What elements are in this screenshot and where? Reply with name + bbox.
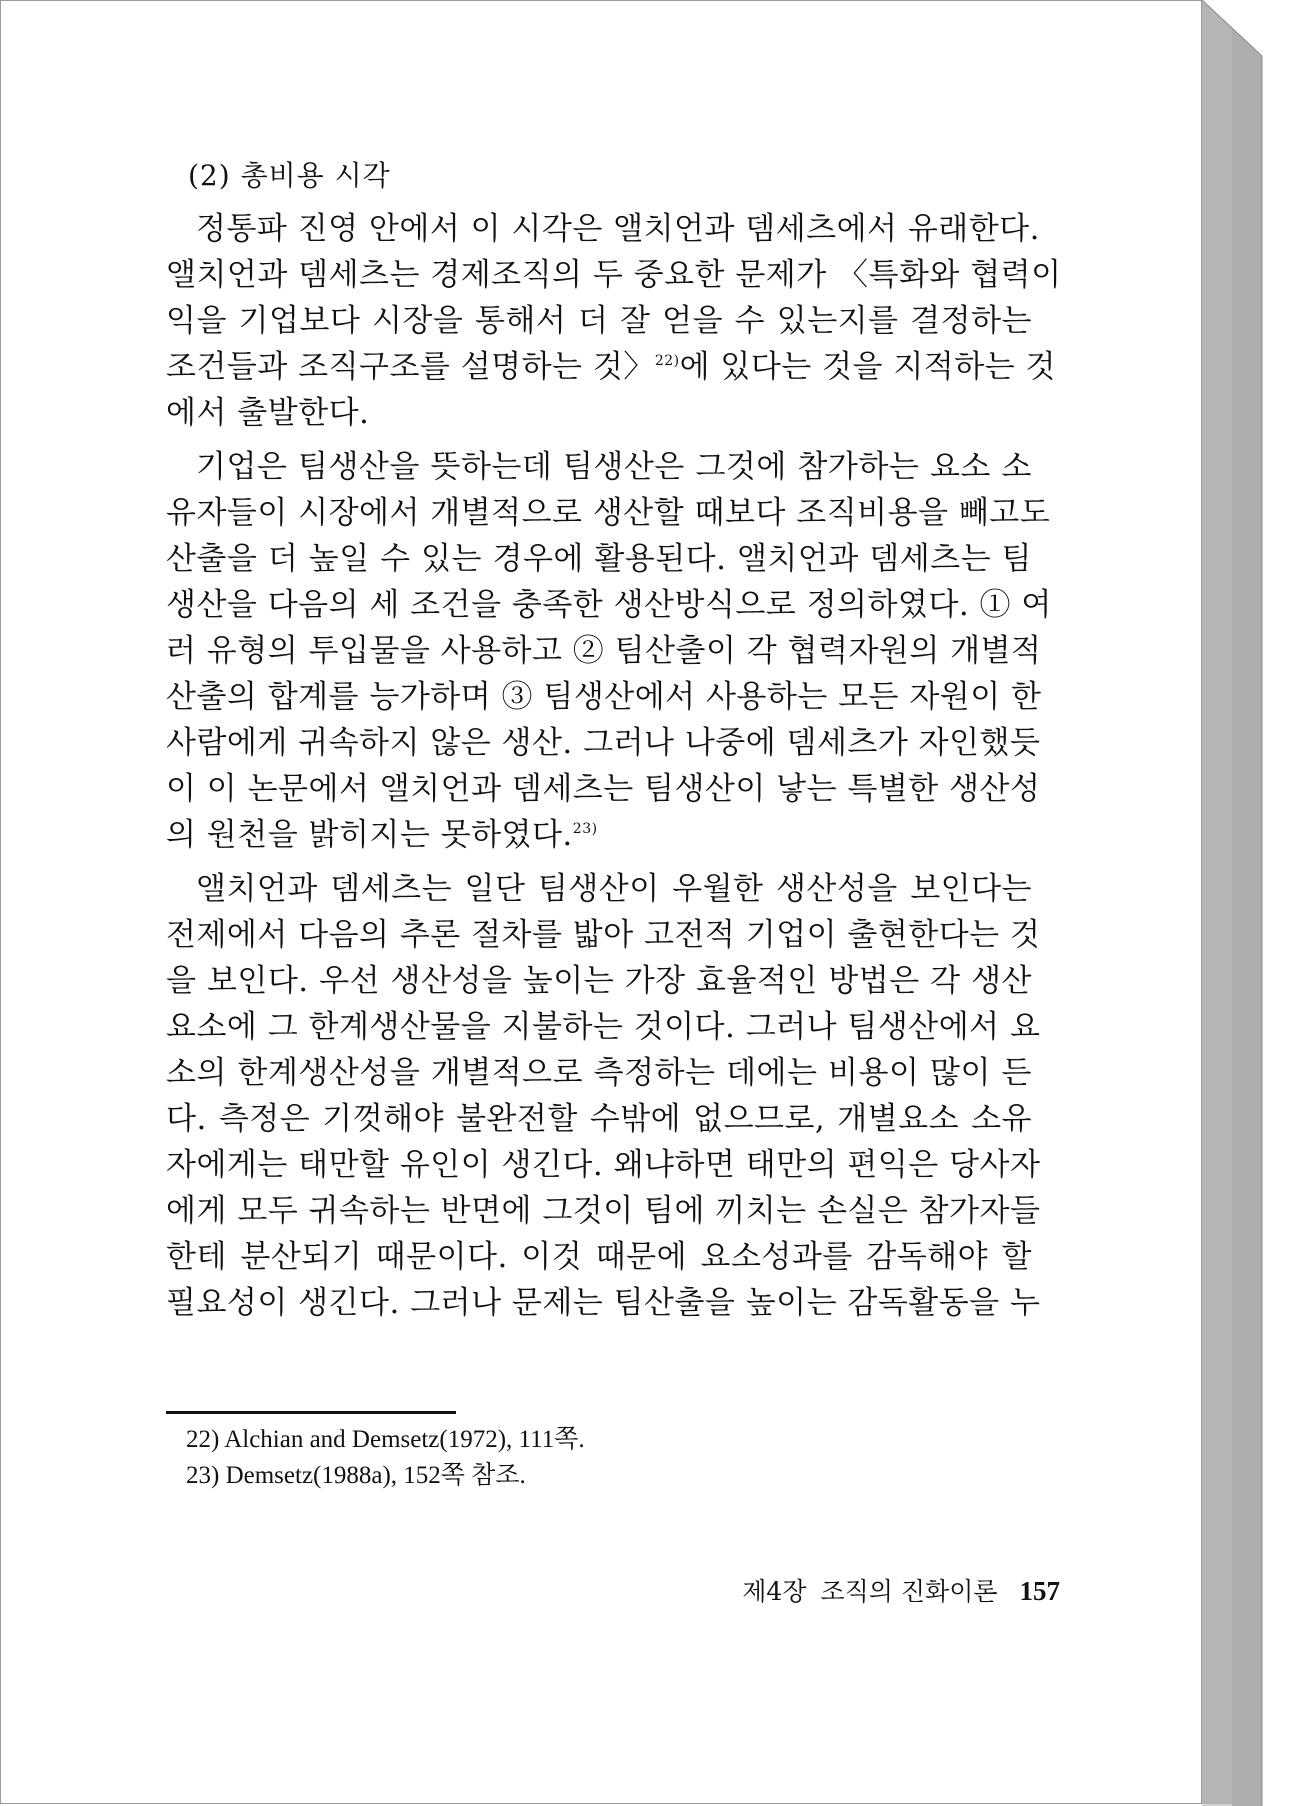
- text-line: 전제에서 다음의 추론 절차를 밟아 고전적 기업이 출현한다는 것: [166, 917, 1041, 953]
- text-line: 익을 기업보다 시장을 통해서 더 잘 얻을 수 있는지를 결정하는: [166, 303, 1032, 339]
- text-line: 소의 한계생산성을 개별적으로 측정하는 데에는 비용이 많이 든: [166, 1055, 1032, 1091]
- text-line-with-footnote: [166, 344, 1056, 390]
- text-line: 에게 모두 귀속하는 반면에 그것이 팀에 끼치는 손실은 참가자들: [166, 1193, 1041, 1229]
- text-line: 기업은 팀생산을 뜻하는데 팀생산은 그것에 참가하는 요소 소: [196, 449, 1032, 485]
- text-line: 사람에게 귀속하지 않은 생산. 그러나 나중에 뎀세츠가 자인했듯: [166, 725, 1041, 761]
- running-footer: [660, 1572, 1060, 1608]
- text-segment: 의 원천을 밝히지는 못하였다.: [166, 817, 573, 853]
- paragraph-1: [166, 206, 1062, 436]
- text-line: 한테 분산되기 때문이다. 이것 때문에 요소성과를 감독해야 할: [166, 1239, 1032, 1275]
- footnote-23: 23) Demsetz(1988a), 152쪽 참조.: [186, 1462, 526, 1489]
- text-line: 유자들이 시장에서 개별적으로 생산할 때보다 조직비용을 빼고도: [166, 495, 1051, 531]
- text-line: 다. 측정은 기껏해야 불완전할 수밖에 없으므로, 개별요소 소유: [166, 1101, 1032, 1137]
- footnotes: [186, 1422, 585, 1494]
- text-line: 필요성이 생긴다. 그러나 문제는 팀산출을 높이는 감독활동을 누: [166, 1285, 1041, 1321]
- text-line-with-footnote: [166, 812, 1032, 858]
- text-line: 에서 출발한다.: [166, 395, 370, 431]
- text-line: 산출을 더 높일 수 있는 경우에 활용된다. 앨치언과 뎀세츠는 팀: [166, 541, 1032, 577]
- text-line: 자에게는 태만할 유인이 생긴다. 왜냐하면 태만의 편익은 당사자: [166, 1147, 1041, 1183]
- text-line: 을 보인다. 우선 생산성을 높이는 가장 효율적인 방법은 각 생산: [166, 963, 1032, 999]
- footnote-ref-22: 22): [654, 353, 680, 369]
- text-line: 이 이 논문에서 앨치언과 뎀세츠는 팀생산이 낳는 특별한 생산성: [166, 771, 1041, 807]
- footnote-divider: [166, 1411, 456, 1414]
- body-text: [166, 156, 1062, 1334]
- text-line: 생산을 다음의 세 조건을 충족한 생산방식으로 정의하였다. ① 여: [166, 587, 1052, 623]
- footnote-22: 22) Alchian and Demsetz(1972), 111쪽.: [186, 1426, 585, 1453]
- chapter-title: 조직의 진화이론: [820, 1577, 998, 1606]
- text-line: 러 유형의 투입물을 사용하고 ② 팀산출이 각 협력자원의 개별적: [166, 633, 1042, 669]
- text-line: 앨치언과 뎀세츠는 일단 팀생산이 우월한 생산성을 보인다는: [196, 871, 1032, 907]
- text-segment: 조건들과 조직구조를 설명하는 것〉: [166, 349, 655, 385]
- paragraph-3: [166, 866, 1041, 1326]
- text-line: 요소에 그 한계생산물을 지불하는 것이다. 그러나 팀생산에서 요: [166, 1009, 1041, 1045]
- text-line: 정통파 진영 안에서 이 시각은 앨치언과 뎀세츠에서 유래한다.: [196, 211, 1040, 247]
- text-line: 산출의 합계를 능가하며 ③ 팀생산에서 사용하는 모든 자원이 한: [166, 679, 1042, 715]
- footnote-ref-23: 23): [572, 821, 598, 837]
- page-number: 157: [1019, 1576, 1060, 1606]
- section-heading: (2) 총비용 시각: [188, 159, 391, 192]
- paragraph-2: [166, 444, 1052, 858]
- text-line: 앨치언과 뎀세츠는 경제조직의 두 중요한 문제가 〈특화와 협력이: [166, 257, 1062, 293]
- chapter-label: 제4장: [742, 1577, 807, 1606]
- text-segment: 에 있다는 것을 지적하는 것: [679, 349, 1056, 385]
